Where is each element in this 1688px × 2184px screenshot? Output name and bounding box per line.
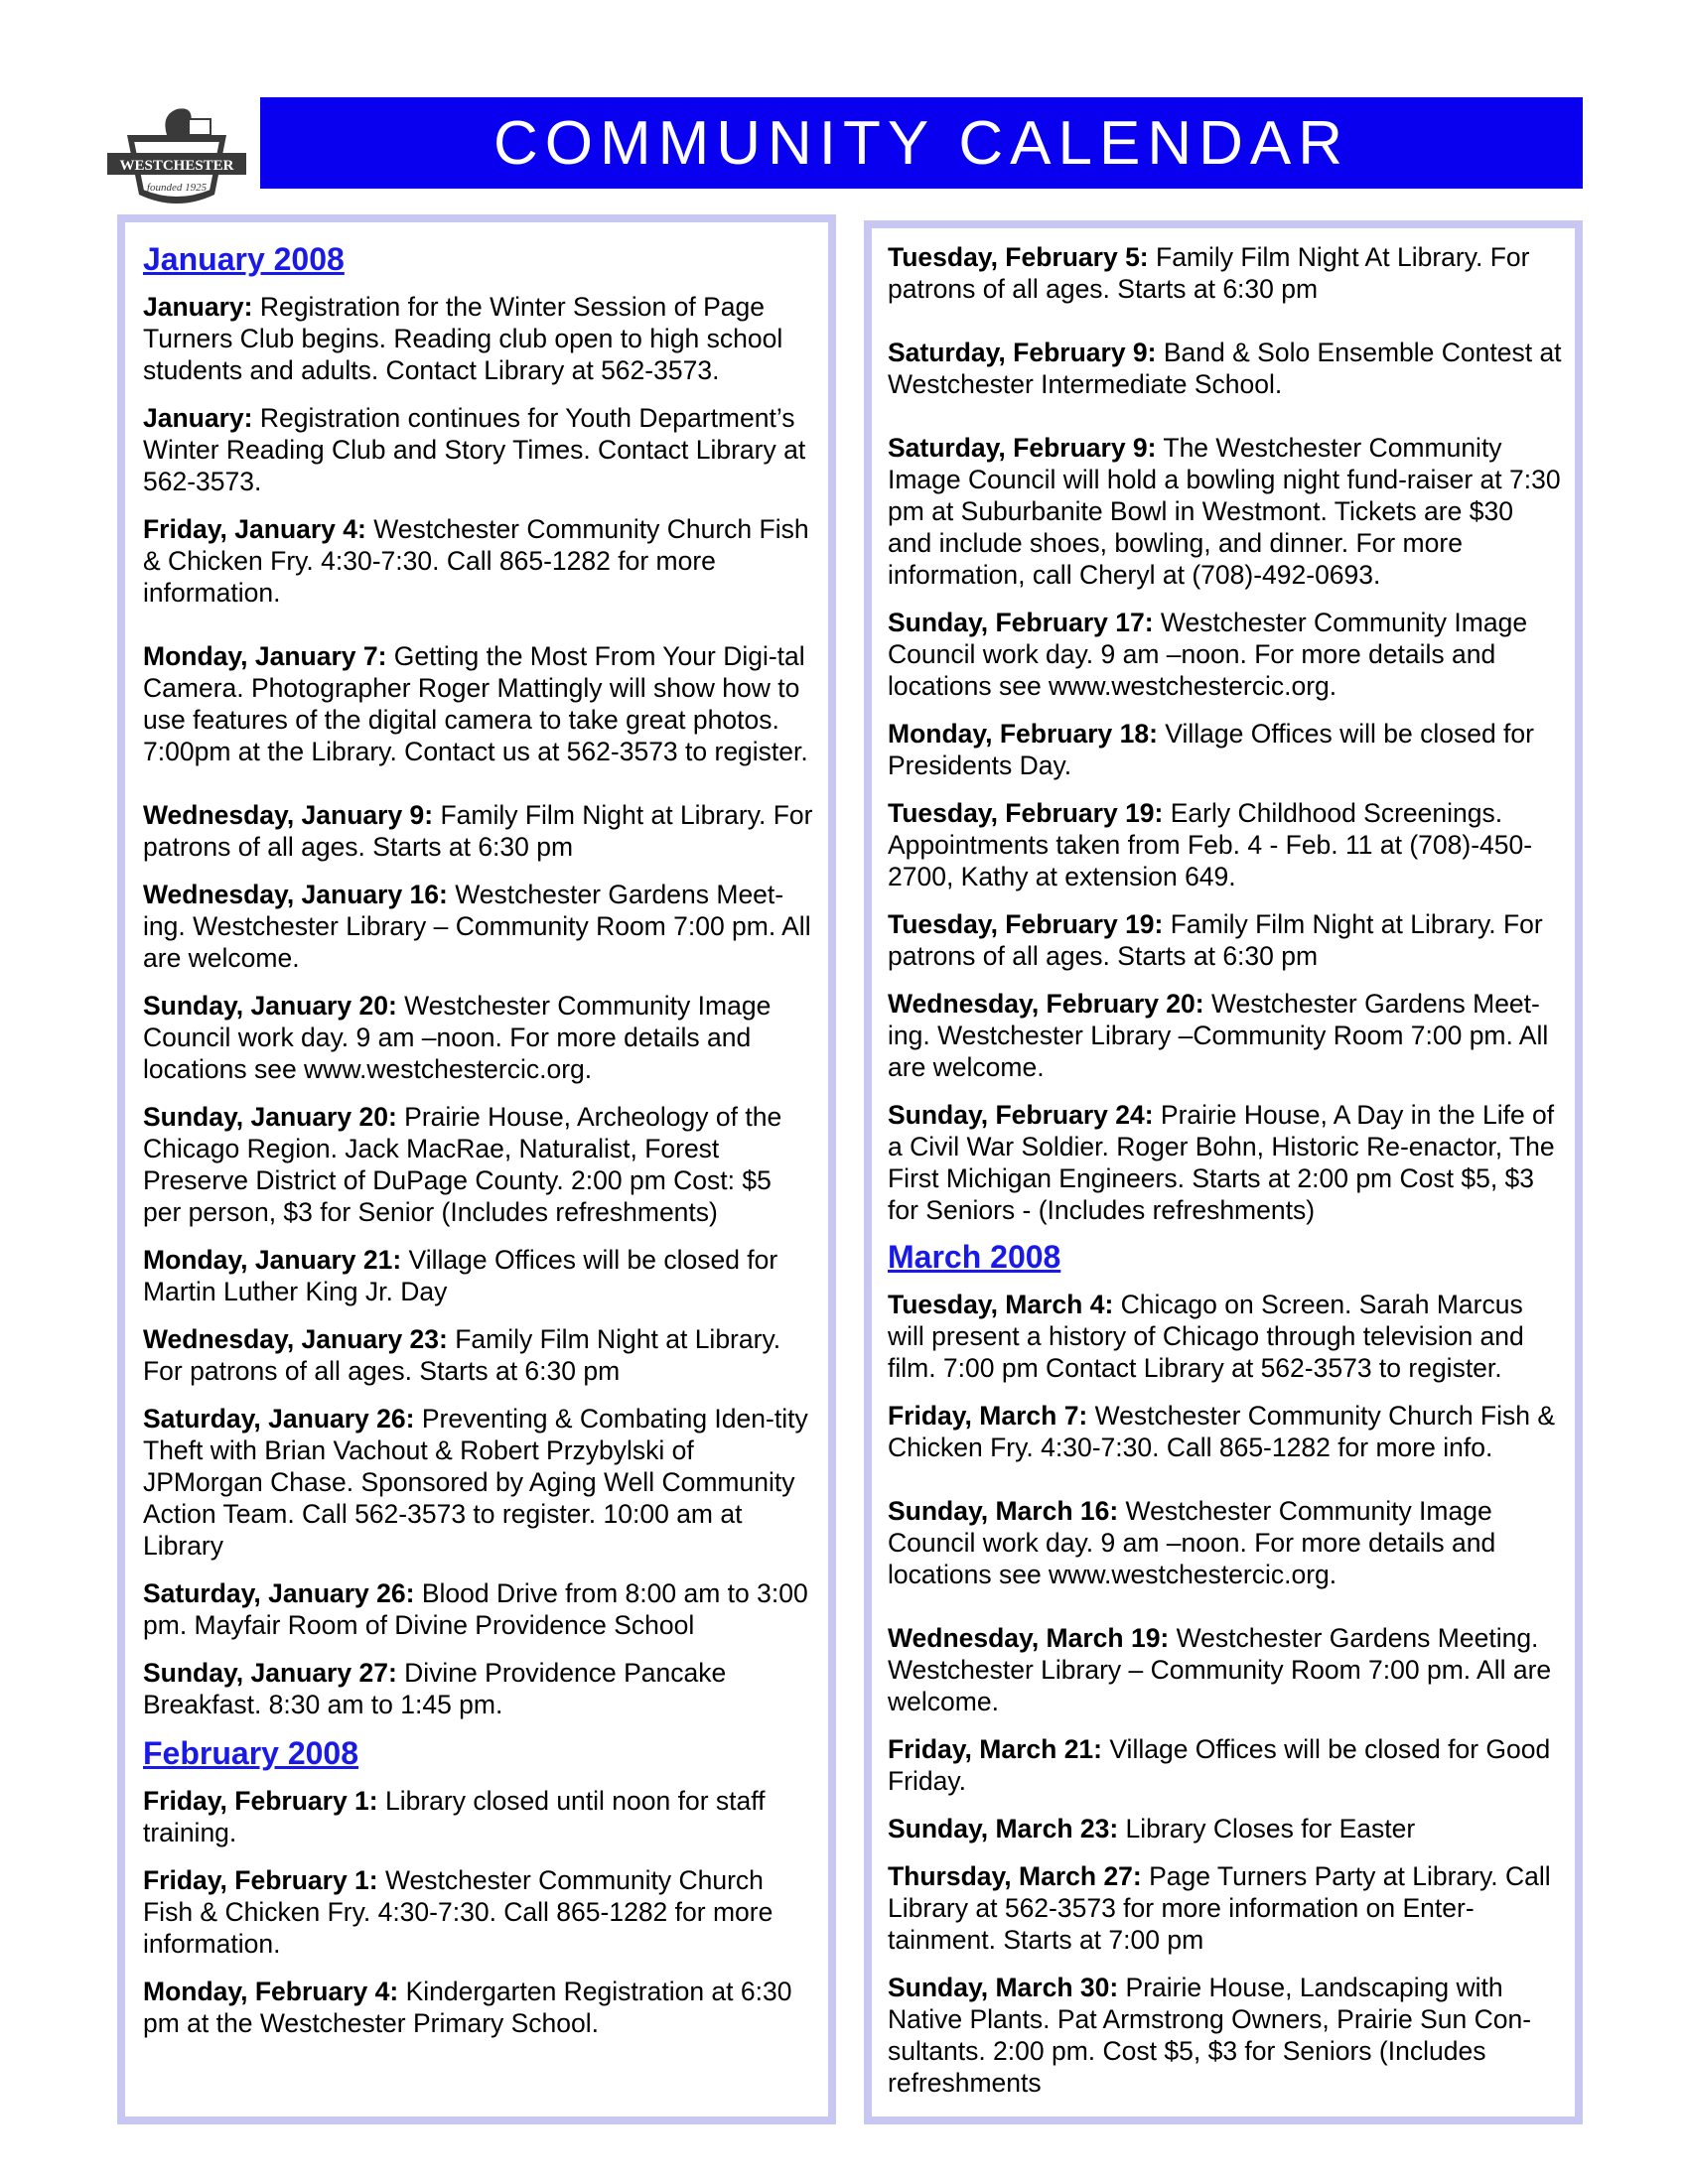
event-description: Family Film Night at Library. For patrons of all ages. Starts at 6:30 pm (888, 909, 1543, 971)
event-entry (888, 1289, 1563, 1384)
event-entry (143, 1403, 816, 1562)
event-entry (143, 879, 816, 974)
event-date: January: (143, 403, 253, 433)
event-entry (888, 1813, 1563, 1844)
event-description: Village Offices will be closed for Good Friday. (888, 1734, 1551, 1796)
event-date: Sunday, January 27: (143, 1658, 397, 1688)
event-entry (143, 1577, 816, 1641)
event-entry (888, 337, 1563, 400)
event-date: January: (143, 292, 253, 322)
event-date: Monday, January 21: (143, 1245, 402, 1275)
event-date: Wednesday, March 19: (888, 1623, 1170, 1653)
event-description: Getting the Most From Your Digi-tal Camera. Photographer Roger Mattingly will show how to use features of the digital camera to take great photos. 7:00pm at the Library. Contact us at 562-3573 to register. (143, 641, 808, 766)
month-heading-february: February 2008 (143, 1735, 359, 1771)
event-description: Library closed until noon for staff training. (143, 1786, 766, 1847)
event-entry (143, 1323, 816, 1387)
event-description: Westchester Community Image Council work day. 9 am –noon. For more details and locations see www.westchestercic.org. (143, 991, 772, 1084)
event-description: Westchester Community Image Council work day. 9 am –noon. For more details and locations see www.westchestercic.org. (888, 1496, 1496, 1589)
event-entry (888, 1099, 1563, 1226)
event-description: Library Closes for Easter (1118, 1814, 1416, 1843)
event-description: Westchester Community Church Fish & Chicken Fry. 4:30-7:30. Call 865-1282 for more info. (888, 1401, 1556, 1462)
event-date: Wednesday, January 16: (143, 880, 448, 909)
event-description: Blood Drive from 8:00 am to 3:00 pm. Mayfair Room of Divine Providence School (143, 1578, 808, 1640)
event-entry (143, 1244, 816, 1307)
event-entry (888, 607, 1563, 702)
event-entry (888, 1972, 1563, 2099)
logo-name: WESTCHESTER (119, 158, 234, 174)
event-description: Kindergarten Registration at 6:30 pm at the Westchester Primary School. (143, 1977, 792, 2038)
event-entry (888, 1495, 1563, 1590)
event-date: Wednesday, January 9: (143, 800, 434, 830)
logo-tagline: founded 1925 (146, 182, 208, 194)
event-date: Saturday, January 26: (143, 1578, 415, 1608)
event-entry (143, 1101, 816, 1228)
right-column (864, 220, 1583, 2124)
event-description: Westchester Gardens Meeting. Westchester Library – Community Room 7:00 pm. All are welcome. (888, 1623, 1552, 1716)
event-description: Registration for the Winter Session of Page Turners Club begins. Reading club open to high school students and adults. Contact Library at 562-3573. (143, 292, 783, 385)
event-date: Sunday, March 16: (888, 1496, 1119, 1526)
event-entry (143, 799, 816, 863)
event-entry (143, 291, 816, 386)
event-description: Prairie House, Landscaping with Native Plants. Pat Armstrong Owners, Prairie Sun Con-sultants. 2:00 pm. Cost $5, $3 for Seniors (Includes refreshments (888, 1973, 1532, 2098)
event-description: Family Film Night At Library. For patrons of all ages. Starts at 6:30 pm (888, 242, 1530, 304)
event-date: Friday, February 1: (143, 1865, 378, 1895)
event-date: Sunday, March 23: (888, 1814, 1119, 1843)
february-events-right (888, 241, 1563, 1226)
event-entry (888, 1622, 1563, 1717)
westchester-logo (97, 95, 256, 210)
event-entry (888, 1860, 1563, 1956)
month-heading-march: March 2008 (888, 1239, 1061, 1275)
event-description: Registration continues for Youth Department’s Winter Reading Club and Story Times. Contact Library at 562-3573. (143, 403, 806, 496)
event-date: Tuesday, February 5: (888, 242, 1149, 272)
event-date: Monday, January 7: (143, 641, 387, 671)
event-description: Preventing & Combating Iden-tity Theft with Brian Vachout & Robert Przybylski of JPMorgan Chase. Sponsored by Aging Well Community Action Team. Call 562-3573 to register. 10:00 am at Library (143, 1404, 808, 1561)
event-date: Saturday, February 9: (888, 433, 1157, 463)
event-entry (888, 1400, 1563, 1463)
month-heading-january: January 2008 (143, 241, 345, 277)
event-description: Village Offices will be closed for Martin Luther King Jr. Day (143, 1245, 778, 1306)
event-date: Friday, January 4: (143, 514, 366, 544)
event-description: Village Offices will be closed for Presidents Day. (888, 719, 1534, 780)
event-entry (888, 241, 1563, 305)
event-date: Thursday, March 27: (888, 1861, 1142, 1891)
event-date: Saturday, January 26: (143, 1404, 415, 1433)
event-description: Divine Providence Pancake Breakfast. 8:30 am to 1:45 pm. (143, 1658, 727, 1719)
event-description: Westchester Community Church Fish & Chicken Fry. 4:30-7:30. Call 865-1282 for more information. (143, 514, 809, 608)
page-title: COMMUNITY CALENDAR (260, 97, 1583, 189)
event-entry (888, 1733, 1563, 1797)
event-description: The Westchester Community Image Council will hold a bowling night fund-raiser at 7:30 pm at Suburbanite Bowl in Westmont. Tickets are $30 and include shoes, bowling, and dinner. For more information, call Cheryl at (708)-492-0693. (888, 433, 1561, 590)
left-column (117, 214, 836, 2124)
event-date: Sunday, January 20: (143, 991, 397, 1021)
event-date: Friday, March 21: (888, 1734, 1102, 1764)
january-events (143, 291, 816, 1720)
event-date: Tuesday, March 4: (888, 1290, 1114, 1319)
event-description: Prairie House, Archeology of the Chicago Region. Jack MacRae, Naturalist, Forest Preserve District of DuPage County. 2:00 pm Cost: $5 per person, $3 for Senior (Includes refreshments) (143, 1102, 782, 1227)
event-entry (888, 797, 1563, 892)
event-entry (143, 990, 816, 1085)
event-entry (888, 908, 1563, 972)
event-entry (888, 988, 1563, 1083)
february-events-left (143, 1785, 816, 2039)
event-date: Monday, February 18: (888, 719, 1158, 749)
event-description: Prairie House, A Day in the Life of a Civil War Soldier. Roger Bohn, Historic Re-enactor, The First Michigan Engineers. Starts at 2:00 pm Cost $5, $3 for Seniors - (Includes refreshments) (888, 1100, 1555, 1225)
event-entry (143, 640, 816, 767)
event-entry (143, 1785, 816, 1848)
march-events (888, 1289, 1563, 2099)
event-description: Family Film Night at Library. For patrons of all ages. Starts at 6:30 pm (143, 1324, 781, 1386)
event-description: Westchester Community Image Council work day. 9 am –noon. For more details and locations see www.westchestercic.org. (888, 608, 1528, 701)
event-date: Sunday, February 17: (888, 608, 1154, 637)
event-date: Friday, February 1: (143, 1786, 378, 1816)
event-entry (143, 513, 816, 609)
event-entry (143, 1864, 816, 1960)
event-date: Sunday, January 20: (143, 1102, 397, 1132)
event-date: Monday, February 4: (143, 1977, 399, 2006)
event-date: Wednesday, January 23: (143, 1324, 448, 1354)
event-description: Early Childhood Screenings. Appointments taken from Feb. 4 - Feb. 11 at (708)-450-2700, Kathy at extension 649. (888, 798, 1533, 891)
event-description: Page Turners Party at Library. Call Library at 562-3573 for more information on Enter-tainment. Starts at 7:00 pm (888, 1861, 1551, 1955)
event-date: Tuesday, February 19: (888, 798, 1164, 828)
event-description: Family Film Night at Library. For patrons of all ages. Starts at 6:30 pm (143, 800, 813, 862)
event-date: Wednesday, February 20: (888, 989, 1204, 1019)
event-date: Sunday, February 24: (888, 1100, 1154, 1130)
event-date: Saturday, February 9: (888, 338, 1157, 367)
event-description: Chicago on Screen. Sarah Marcus will present a history of Chicago through television and film. 7:00 pm Contact Library at 562-3573 to register. (888, 1290, 1524, 1383)
event-entry (143, 402, 816, 497)
event-description: Westchester Gardens Meet-ing. Westchester Library –Community Room 7:00 pm. All are welcome. (888, 989, 1549, 1082)
event-date: Tuesday, February 19: (888, 909, 1164, 939)
event-date: Friday, March 7: (888, 1401, 1088, 1431)
event-date: Sunday, March 30: (888, 1973, 1119, 2002)
event-entry (143, 1976, 816, 2039)
event-description: Westchester Community Church Fish & Chicken Fry. 4:30-7:30. Call 865-1282 for more information. (143, 1865, 774, 1959)
event-description: Westchester Gardens Meet-ing. Westchester Library – Community Room 7:00 pm. All are welcome. (143, 880, 811, 973)
event-entry (143, 1657, 816, 1720)
event-entry (888, 718, 1563, 781)
event-entry (888, 432, 1563, 591)
event-description: Band & Solo Ensemble Contest at Westchester Intermediate School. (888, 338, 1562, 399)
